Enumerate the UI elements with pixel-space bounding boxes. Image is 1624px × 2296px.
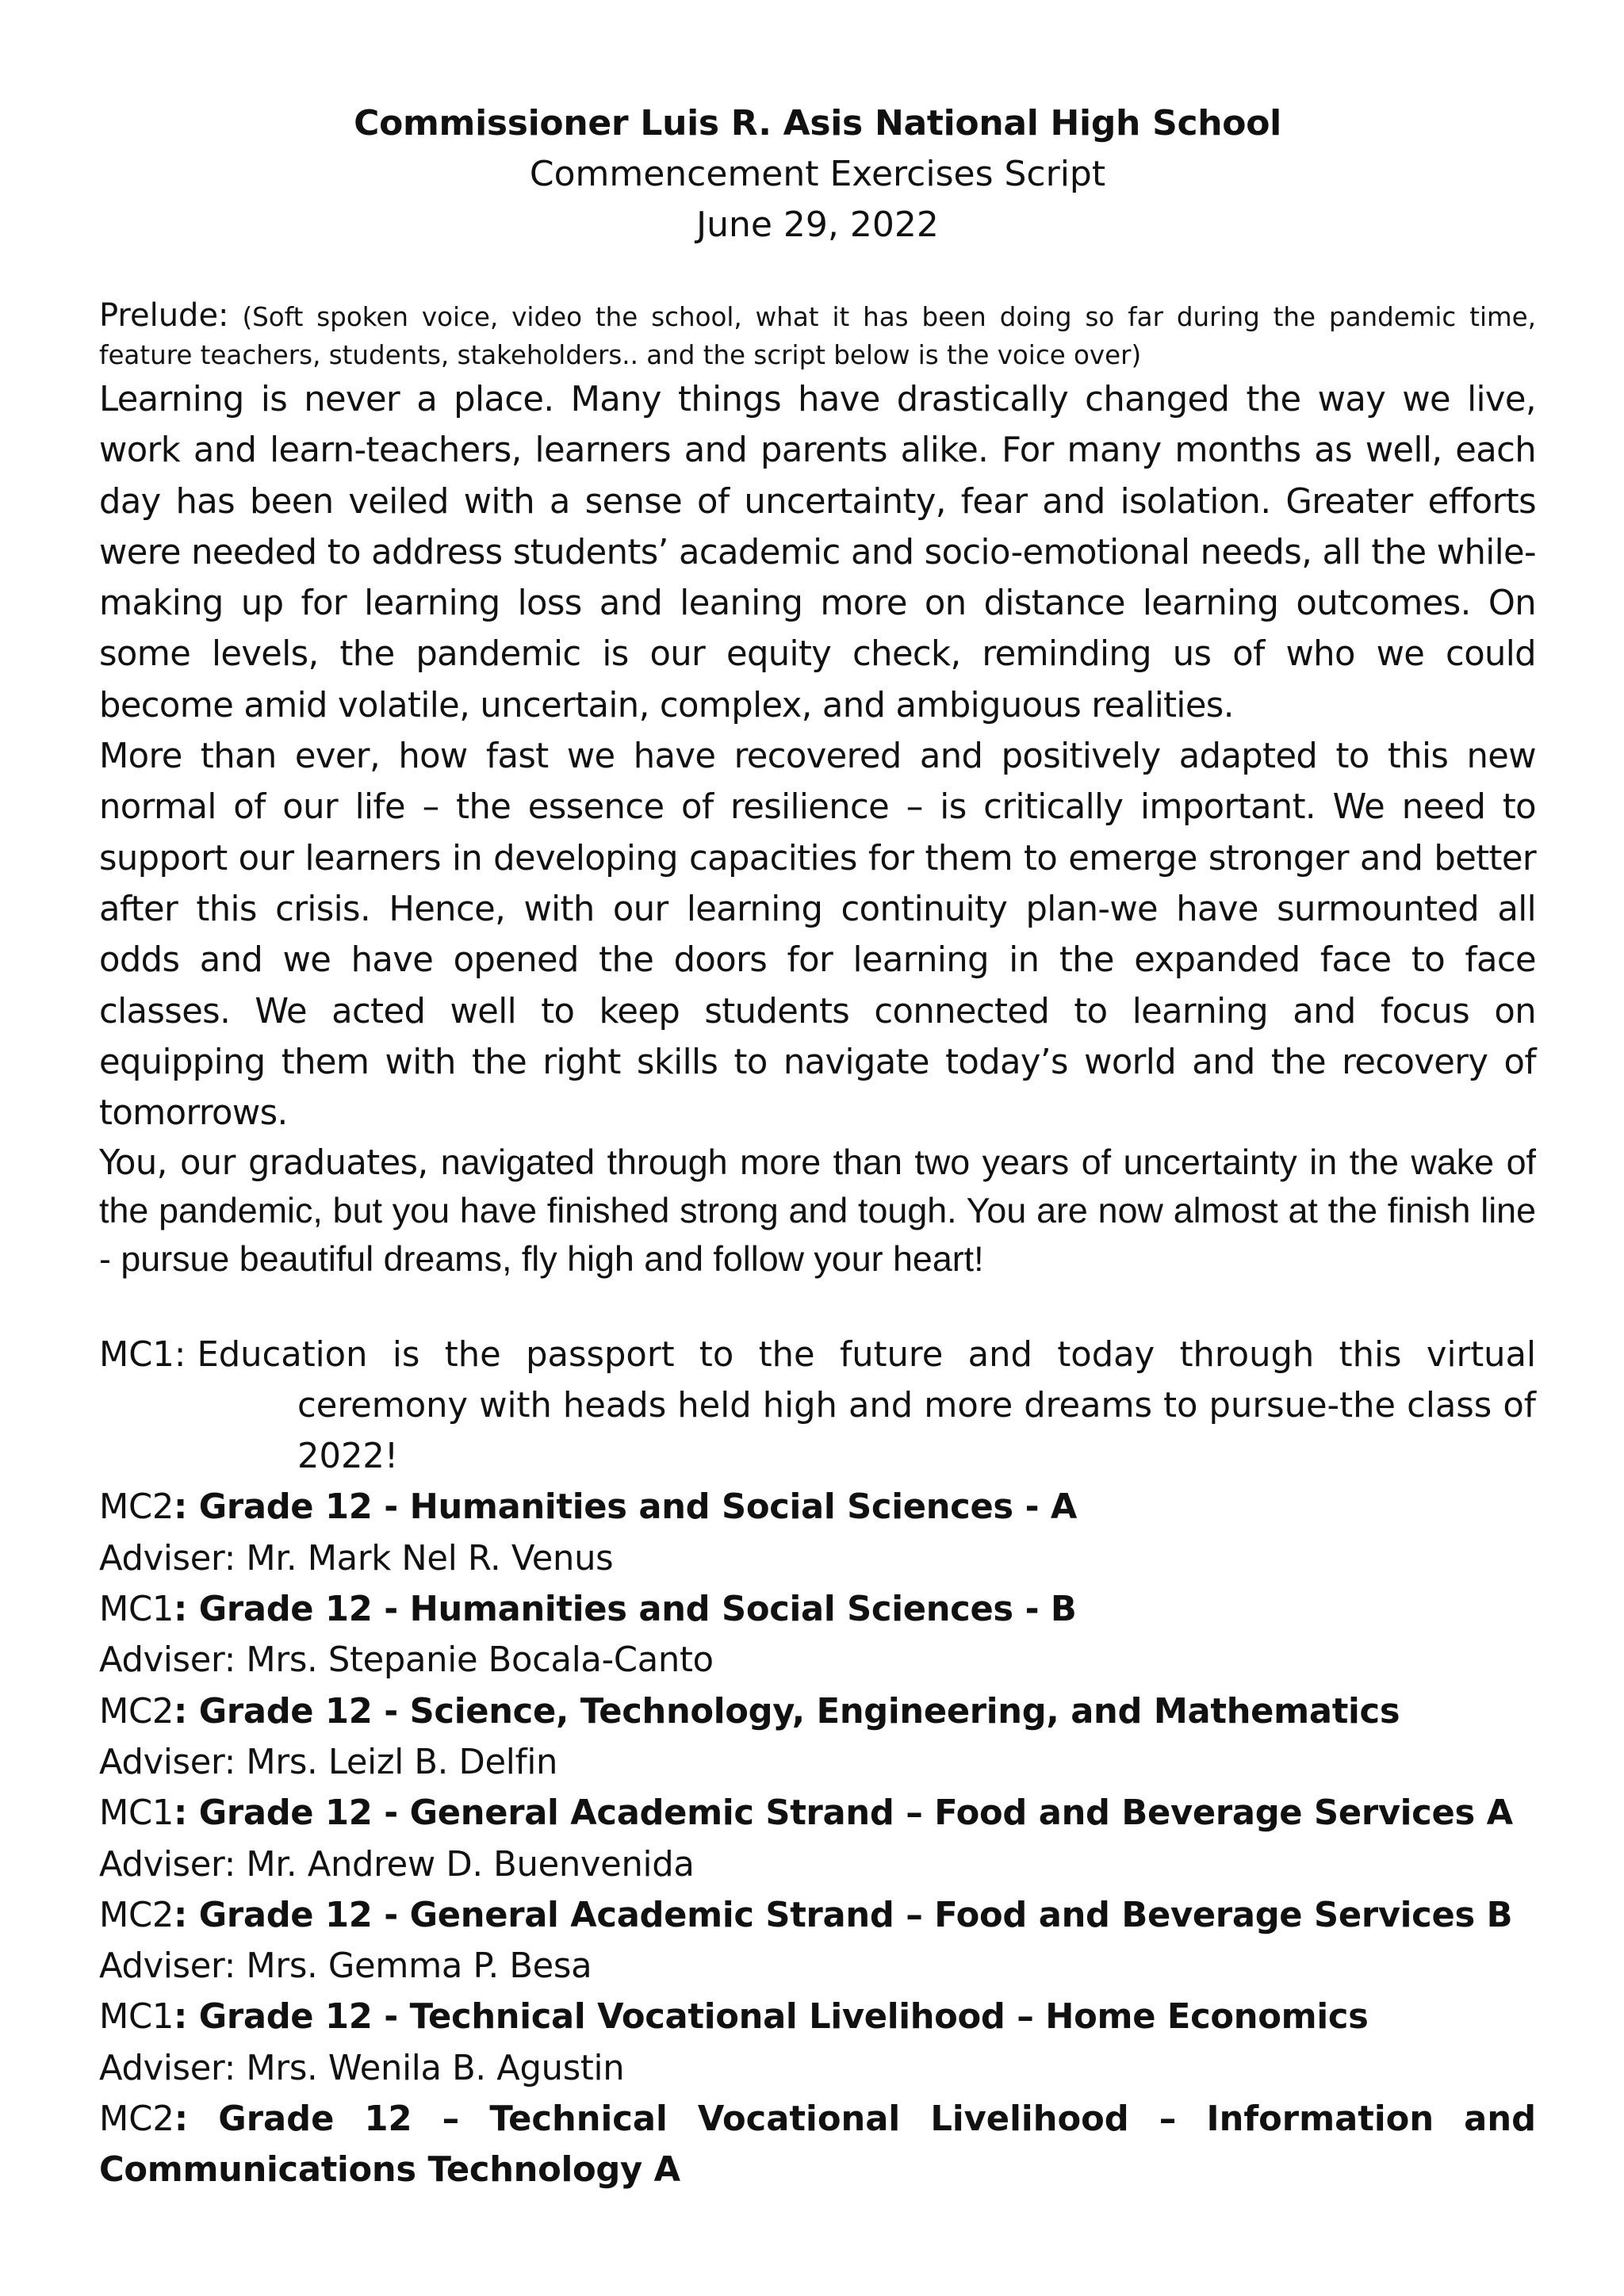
section-adviser: Adviser: Mr. Mark Nel R. Venus (99, 1538, 614, 1578)
class-sections (99, 1482, 1536, 2094)
section-adviser: Adviser: Mrs. Leizl B. Delfin (99, 1742, 558, 1782)
section-title: : Grade 12 - Technical Vocational Livelihood – Home Economics (174, 1997, 1369, 2038)
section-adviser: Adviser: Mr. Andrew D. Buenvenida (99, 1844, 695, 1885)
class-section-heading (99, 1992, 1536, 2042)
event-title: Commencement Exercises Script (529, 154, 1106, 194)
section-title: : Grade 12 - Humanities and Social Sciences - A (174, 1487, 1078, 1528)
event-date: June 29, 2022 (696, 205, 939, 245)
prelude-paragraph-2: More than ever, how fast we have recovered and positively adapted to this new normal of our life – the essence of resilience – is critically important. We need to support our learners in developing capacities for them to emerge stronger and better after this crisis. Hence, with our learning continuity plan-we have surmounted all odds and we have opened the doors for learning in the expanded face to face classes. We acted well to keep students connected to learning and focus on equipping them with the right skills to navigate today’s world and the recovery of tomorrows. (99, 737, 1536, 1134)
mc-intro-speaker: MC1: (99, 1335, 186, 1376)
section-adviser: Adviser: Mrs. Gemma P. Besa (99, 1946, 592, 1987)
section-speaker: MC2 (99, 1691, 174, 1732)
section-title: : Grade 12 – Technical Vocational Livelihood – Information and (174, 2099, 1536, 2140)
prelude-label: Prelude: (99, 297, 229, 334)
class-section-heading (99, 1890, 1536, 1941)
mc-intro-continuation: ceremony with heads held high and more dreams to pursue-the class of 2022! (297, 1386, 1536, 1477)
section-title: : Grade 12 - Humanities and Social Sciences - B (174, 1590, 1077, 1630)
section-title: : Grade 12 - General Academic Strand – Food and Beverage Services A (174, 1793, 1513, 1834)
document-header (99, 98, 1536, 251)
section-speaker: MC2 (99, 2099, 174, 2140)
section-title: : Grade 12 - Science, Technology, Engineering, and Mathematics (174, 1691, 1400, 1732)
school-name: Commissioner Luis R. Asis National High School (354, 103, 1281, 144)
section-speaker: MC1 (99, 1997, 174, 2038)
section-speaker: MC2 (99, 1487, 174, 1528)
class-section-heading (99, 1686, 1536, 1737)
prelude-direction: (Soft spoken voice, video the school, what it has been doing so far during the pandemic time, feature teachers, students, stakeholders.. and the script below is the voice over) (99, 302, 1536, 370)
section-speaker: MC1 (99, 1590, 174, 1630)
prelude-paragraph-3-start: You, our graduates, (99, 1143, 441, 1184)
document-page (99, 98, 1536, 2196)
section-adviser: Adviser: Mrs. Wenila B. Agustin (99, 2048, 625, 2088)
section-adviser: Adviser: Mrs. Stepanie Bocala-Canto (99, 1640, 714, 1681)
prelude-heading (99, 297, 1536, 374)
program-section (99, 1330, 1536, 2195)
class-section-last (99, 2094, 1536, 2145)
section-title: : Grade 12 - General Academic Strand – Food and Beverage Services B (174, 1895, 1513, 1935)
section-speaker: MC2 (99, 1895, 174, 1935)
class-section-heading (99, 1584, 1536, 1635)
mc-intro (99, 1330, 1536, 1380)
section-title-continued: Communications Technology A (99, 2150, 680, 2191)
mc-intro-line-1: Education is the passport to the future and today through this virtual (197, 1335, 1536, 1376)
section-speaker: MC1 (99, 1793, 174, 1834)
prelude-section (99, 297, 1536, 1284)
prelude-paragraph-3 (99, 1138, 1536, 1284)
prelude-paragraph-1: Learning is never a place. Many things have drastically changed the way we live, work and learn-teachers, learners and parents alike. For many months as well, each day has been veiled with a sense of uncertainty, fear and isolation. Greater efforts were needed to address students’ academic and socio-emotional needs, all the while- making up for learning loss and leaning more on distance learning outcomes. On some levels, the pandemic is our equity check, reminding us of who we could become amid volatile, uncertain, complex, and ambiguous realities. (99, 380, 1536, 725)
prelude-paragraph-3-rest: navigated through more than two years of uncertainty in the wake of the pandemic, but you have finished strong and tough. You are now almost at the finish line - pursue beautiful dreams, fly high and follow your heart! (99, 1142, 1536, 1280)
class-section-heading (99, 1788, 1536, 1839)
class-section-heading (99, 1482, 1536, 1533)
class-section-last-line-2 (99, 2145, 1536, 2195)
